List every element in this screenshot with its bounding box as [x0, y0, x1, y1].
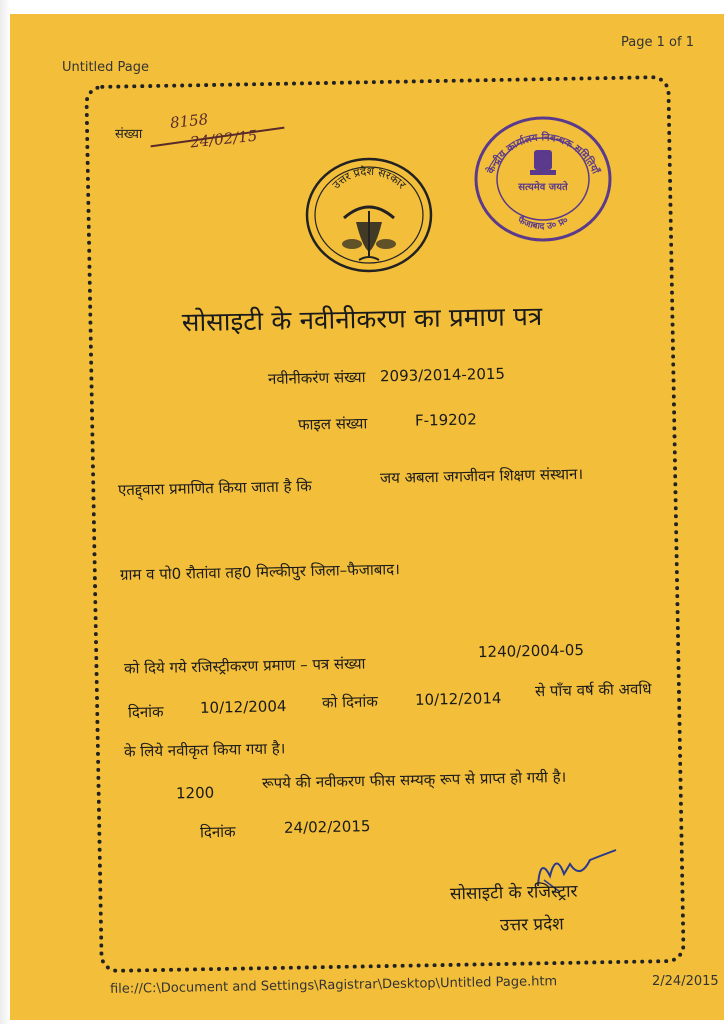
certificate-title: सोसाइटी के नवीनीकरण का प्रमाण पत्र: [181, 301, 543, 339]
fee-statement: रूपये की नवीकरण फीस सम्यक् रूप से प्राप्त हो गयी है।: [261, 767, 567, 793]
signature-title: सोसाइटी के रजिस्ट्रार: [449, 881, 578, 905]
official-seal-icon: [472, 114, 614, 244]
period-suffix: से पाँच वर्ष की अवधि: [534, 679, 652, 701]
footer-print-date: 2/24/2015: [652, 974, 719, 989]
file-number-value: F-19202: [414, 410, 477, 430]
institution-address: ग्राम व पो0 रौतांवा तह0 मिल्कीपुर जिला–फैजाबाद।: [119, 560, 401, 584]
period-date-label: दिनांक: [127, 702, 164, 722]
period-to-label: को दिनांक: [321, 692, 378, 712]
period-from-date: 10/12/2004: [199, 697, 287, 717]
renewal-number-value: 2093/2014-2015: [379, 364, 506, 386]
renewal-number-label: नवीनीकरंण संख्या: [267, 367, 366, 389]
footer-file-path: file://C:\Document and Settings\Ragistrar\Desktop\Untitled Page.htm: [109, 974, 558, 997]
svg-text:उत्तर प्रदेश सरकार: [330, 165, 409, 192]
seal-outer-text: केन्द्रीय कार्यालय निबन्धक समितियाँ: [485, 132, 601, 176]
up-government-emblem-icon: [304, 156, 434, 274]
issue-date-label: दिनांक: [199, 822, 236, 842]
number-label: संख्या: [115, 127, 143, 142]
page-edge-shadow: [0, 0, 10, 1024]
file-number-label: फाइल संख्या: [297, 414, 368, 434]
handwritten-number: 8158: [169, 110, 210, 132]
header-page-title: Untitled Page: [62, 60, 150, 75]
seal-inner-text: सत्यमेव जयते: [518, 182, 568, 193]
fee-amount: 1200: [175, 783, 215, 803]
certify-label: एतद्द्वारा प्रमाणित किया जाता है कि: [117, 476, 312, 500]
period-to-date: 10/12/2014: [414, 689, 502, 709]
signature-state: उत्तर प्रदेश: [499, 914, 564, 936]
seal-bottom-text: फैजाबाद उ० प्र०: [515, 215, 571, 233]
handwritten-date: 24/02/15: [189, 126, 259, 152]
institution-name: जय अबला जगजीवन शिक्षण संस्थान।: [379, 464, 584, 488]
header-page-count: Page 1 of 1: [621, 35, 694, 50]
emblem-text: उत्तर प्रदेश सरकार: [329, 164, 409, 192]
issue-date: 24/02/2015: [283, 817, 371, 837]
renewed-statement: के लिये नवीकृत किया गया है।: [123, 739, 286, 761]
registration-label: को दिये गये रजिस्ट्रीकरण प्रमाण – पत्र संख्या: [123, 654, 366, 678]
registration-number: 1240/2004-05: [477, 640, 585, 662]
